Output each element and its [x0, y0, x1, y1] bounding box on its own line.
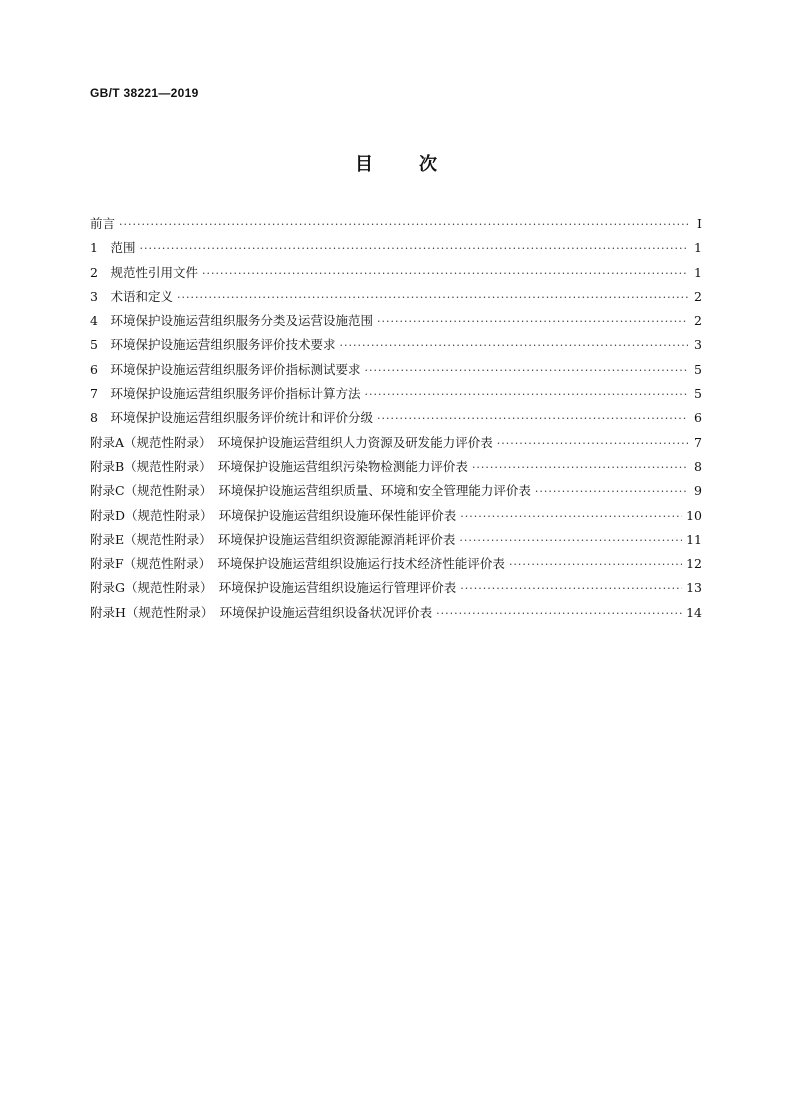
toc-label: 1 范围: [90, 240, 136, 256]
toc-page-number: 1: [694, 240, 702, 256]
toc-label: 附录F（规范性附录） 环境保护设施运营组织设施运行技术经济性能评价表: [90, 556, 505, 572]
toc-entry-appendix-d[interactable]: [90, 506, 702, 530]
toc-entry-appendix-a[interactable]: [90, 433, 702, 457]
toc-page-number: 2: [694, 313, 702, 329]
toc-label: 6 环境保护设施运营组织服务评价指标测试要求: [90, 361, 361, 377]
toc-label: 附录C（规范性附录） 环境保护设施运营组织质量、环境和安全管理能力评价表: [90, 483, 531, 499]
standard-code: GB/T 38221—2019: [90, 86, 199, 100]
toc-page-number: 2: [694, 288, 702, 304]
toc-label: 2 规范性引用文件: [90, 264, 198, 280]
toc-page-number: 5: [694, 361, 702, 377]
toc-entry-6[interactable]: [90, 360, 702, 384]
toc-entry-appendix-c[interactable]: [90, 481, 702, 505]
toc-leader: [364, 364, 688, 377]
toc-leader: [509, 558, 682, 571]
toc-page-number: 14: [686, 604, 702, 620]
toc-label: 8 环境保护设施运营组织服务评价统计和评价分级: [90, 410, 373, 426]
toc-leader: [377, 412, 688, 425]
toc-page-number: 1: [694, 264, 702, 280]
toc-leader: [377, 315, 688, 328]
toc-page-number: 7: [694, 434, 702, 450]
toc-label: 3 术语和定义: [90, 288, 173, 304]
toc-label: 附录G（规范性附录） 环境保护设施运营组织设施运行管理评价表: [90, 580, 457, 596]
toc-label: 前言: [90, 216, 116, 231]
toc-entry-appendix-f[interactable]: [90, 554, 702, 578]
toc-page-number: 8: [694, 458, 702, 474]
toc-entry-2[interactable]: [90, 263, 702, 287]
toc-label: 附录E（规范性附录） 环境保护设施运营组织资源能源消耗评价表: [90, 531, 456, 547]
toc-page-number: 12: [686, 556, 702, 572]
toc-label: 4 环境保护设施运营组织服务分类及运营设施范围: [90, 313, 373, 329]
toc-leader: [459, 534, 682, 547]
toc-leader: [177, 291, 688, 304]
toc-entry-4[interactable]: [90, 311, 702, 335]
toc-entry-5[interactable]: [90, 335, 702, 359]
title-char-2: 次: [419, 154, 437, 175]
toc-label: 附录D（规范性附录） 环境保护设施运营组织设施环保性能评价表: [90, 507, 457, 523]
toc-leader: [460, 510, 682, 523]
toc-label: 7 环境保护设施运营组织服务评价指标计算方法: [90, 386, 361, 402]
toc-page-number: 6: [694, 410, 702, 426]
toc-leader: [497, 437, 688, 450]
title-char-1: 目: [355, 154, 373, 175]
toc-page-number: 10: [686, 507, 702, 523]
toc-leader: [139, 242, 688, 255]
toc-entry-7[interactable]: [90, 384, 702, 408]
toc-leader: [472, 461, 688, 474]
toc-entry-appendix-b[interactable]: [90, 457, 702, 481]
toc-page-number: 5: [694, 386, 702, 402]
toc-leader: [535, 485, 688, 498]
toc-page-number: 11: [686, 531, 702, 547]
toc-leader: [202, 267, 688, 280]
toc-leader: [436, 607, 682, 620]
toc-leader: [339, 339, 688, 352]
toc-entry-8[interactable]: [90, 408, 702, 432]
toc-entry-3[interactable]: [90, 287, 702, 311]
toc-page-number: 9: [694, 483, 702, 499]
toc-entry-appendix-e[interactable]: [90, 530, 702, 554]
toc-label: 附录H（规范性附录） 环境保护设施运营组织设备状况评价表: [90, 604, 433, 620]
toc-leader: [460, 582, 682, 595]
toc-entry-1[interactable]: [90, 238, 702, 262]
toc-entry-appendix-g[interactable]: [90, 578, 702, 602]
table-of-contents: [90, 214, 702, 627]
toc-label: 附录B（规范性附录） 环境保护设施运营组织污染物检测能力评价表: [90, 458, 468, 474]
toc-page-number: 3: [694, 337, 702, 353]
toc-page-number: Ⅰ: [697, 216, 702, 231]
page-title: [0, 150, 792, 176]
toc-label: 5 环境保护设施运营组织服务评价技术要求: [90, 337, 336, 353]
toc-entry-appendix-h[interactable]: [90, 603, 702, 627]
toc-entry-foreword[interactable]: [90, 214, 702, 238]
toc-leader: [119, 218, 688, 231]
toc-label: 附录A（规范性附录） 环境保护设施运营组织人力资源及研发能力评价表: [90, 434, 493, 450]
toc-page-number: 13: [686, 580, 702, 596]
toc-leader: [364, 388, 688, 401]
